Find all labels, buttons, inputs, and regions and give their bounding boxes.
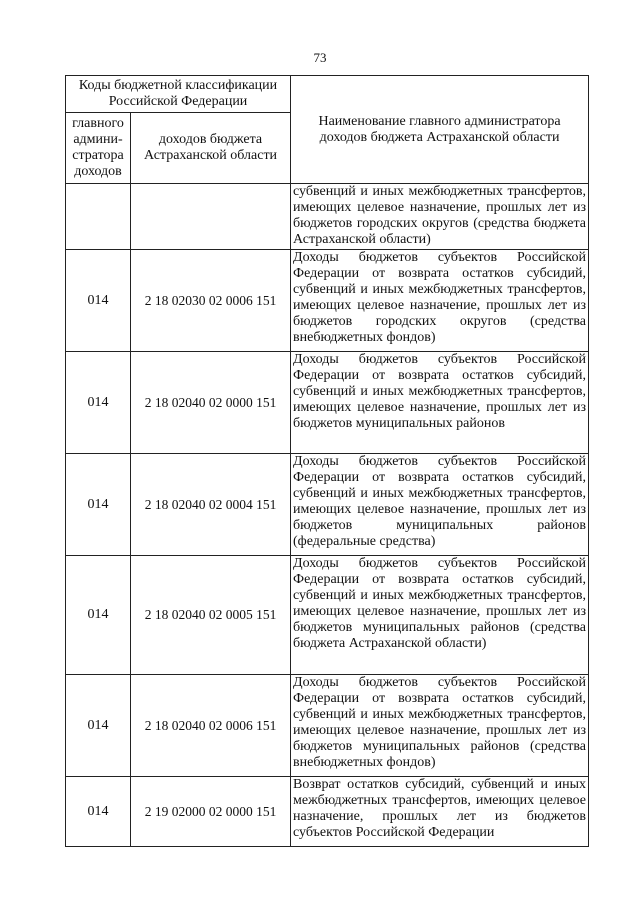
income-code-cell: 2 18 02040 02 0006 151 [131, 675, 291, 777]
header-row-group [66, 76, 589, 113]
table-row [66, 184, 589, 250]
table-row [66, 556, 589, 675]
description-text: Доходы бюджетов субъектов Российской Федерации от возврата остатков субсидий, субвенций и иных межбюджетных трансфертов, имеющих целевое назначение, прошлых лет из бюджетов муниципальных районов (федеральные средства) [293, 454, 587, 549]
description-text: субвенций и иных межбюджетных трансфертов, имеющих целевое назначение, прошлых лет из бюджетов городских округов (средства бюджета Астраханской области) [293, 184, 587, 247]
description-cell [291, 250, 589, 352]
table-row [66, 352, 589, 454]
description-cell [291, 556, 589, 675]
description-text: Доходы бюджетов субъектов Российской Федерации от возврата остатков субсидий, субвенций и иных межбюджетных трансфертов, имеющих целевое назначение, прошлых лет из бюджетов городских округов (средства внебюджетных фондов) [293, 250, 587, 345]
description-cell [291, 184, 589, 250]
header-administrator-name: Наименование главного администратора доходов бюджета Астраханской области [291, 76, 589, 184]
header-main-administrator: главного админи-стратора доходов [66, 113, 131, 184]
admin-code-cell: 014 [66, 556, 131, 675]
description-cell [291, 675, 589, 777]
description-cell [291, 454, 589, 556]
description-text: Возврат остатков субсидий, субвенций и иных межбюджетных трансфертов, имеющих целевое назначение, прошлых лет из бюджетов субъектов Российской Федерации [293, 777, 587, 840]
income-code-cell: 2 19 02000 02 0000 151 [131, 777, 291, 847]
income-code-cell: 2 18 02040 02 0005 151 [131, 556, 291, 675]
table-row [66, 777, 589, 847]
description-text: Доходы бюджетов субъектов Российской Федерации от возврата остатков субсидий, субвенций и иных межбюджетных трансфертов, имеющих целевое назначение, прошлых лет из бюджетов муниципальных районов (средства внебюджетных фондов) [293, 675, 587, 770]
income-code-cell [131, 184, 291, 250]
header-codes-group: Коды бюджетной классификации Российской Федерации [66, 76, 291, 113]
income-code-cell: 2 18 02030 02 0006 151 [131, 250, 291, 352]
admin-code-cell: 014 [66, 777, 131, 847]
admin-code-cell: 014 [66, 675, 131, 777]
table-row [66, 454, 589, 556]
table-row [66, 675, 589, 777]
description-text: Доходы бюджетов субъектов Российской Федерации от возврата остатков субсидий, субвенций и иных межбюджетных трансфертов, имеющих целевое назначение, прошлых лет из бюджетов муниципальных районов (средства бюджета Астраханской области) [293, 556, 587, 651]
admin-code-cell: 014 [66, 352, 131, 454]
admin-code-cell: 014 [66, 250, 131, 352]
income-code-cell: 2 18 02040 02 0004 151 [131, 454, 291, 556]
page-number: 73 [313, 50, 327, 65]
admin-code-cell [66, 184, 131, 250]
income-code-cell: 2 18 02040 02 0000 151 [131, 352, 291, 454]
admin-code-cell: 014 [66, 454, 131, 556]
description-text: Доходы бюджетов субъектов Российской Федерации от возврата остатков субсидий, субвенций и иных межбюджетных трансфертов, имеющих целевое назначение, прошлых лет из бюджетов муниципальных районов [293, 352, 587, 431]
description-cell [291, 777, 589, 847]
table-row [66, 250, 589, 352]
budget-classification-table [65, 75, 589, 847]
header-regional-income: доходов бюджета Астраханской области [131, 113, 291, 184]
description-cell [291, 352, 589, 454]
